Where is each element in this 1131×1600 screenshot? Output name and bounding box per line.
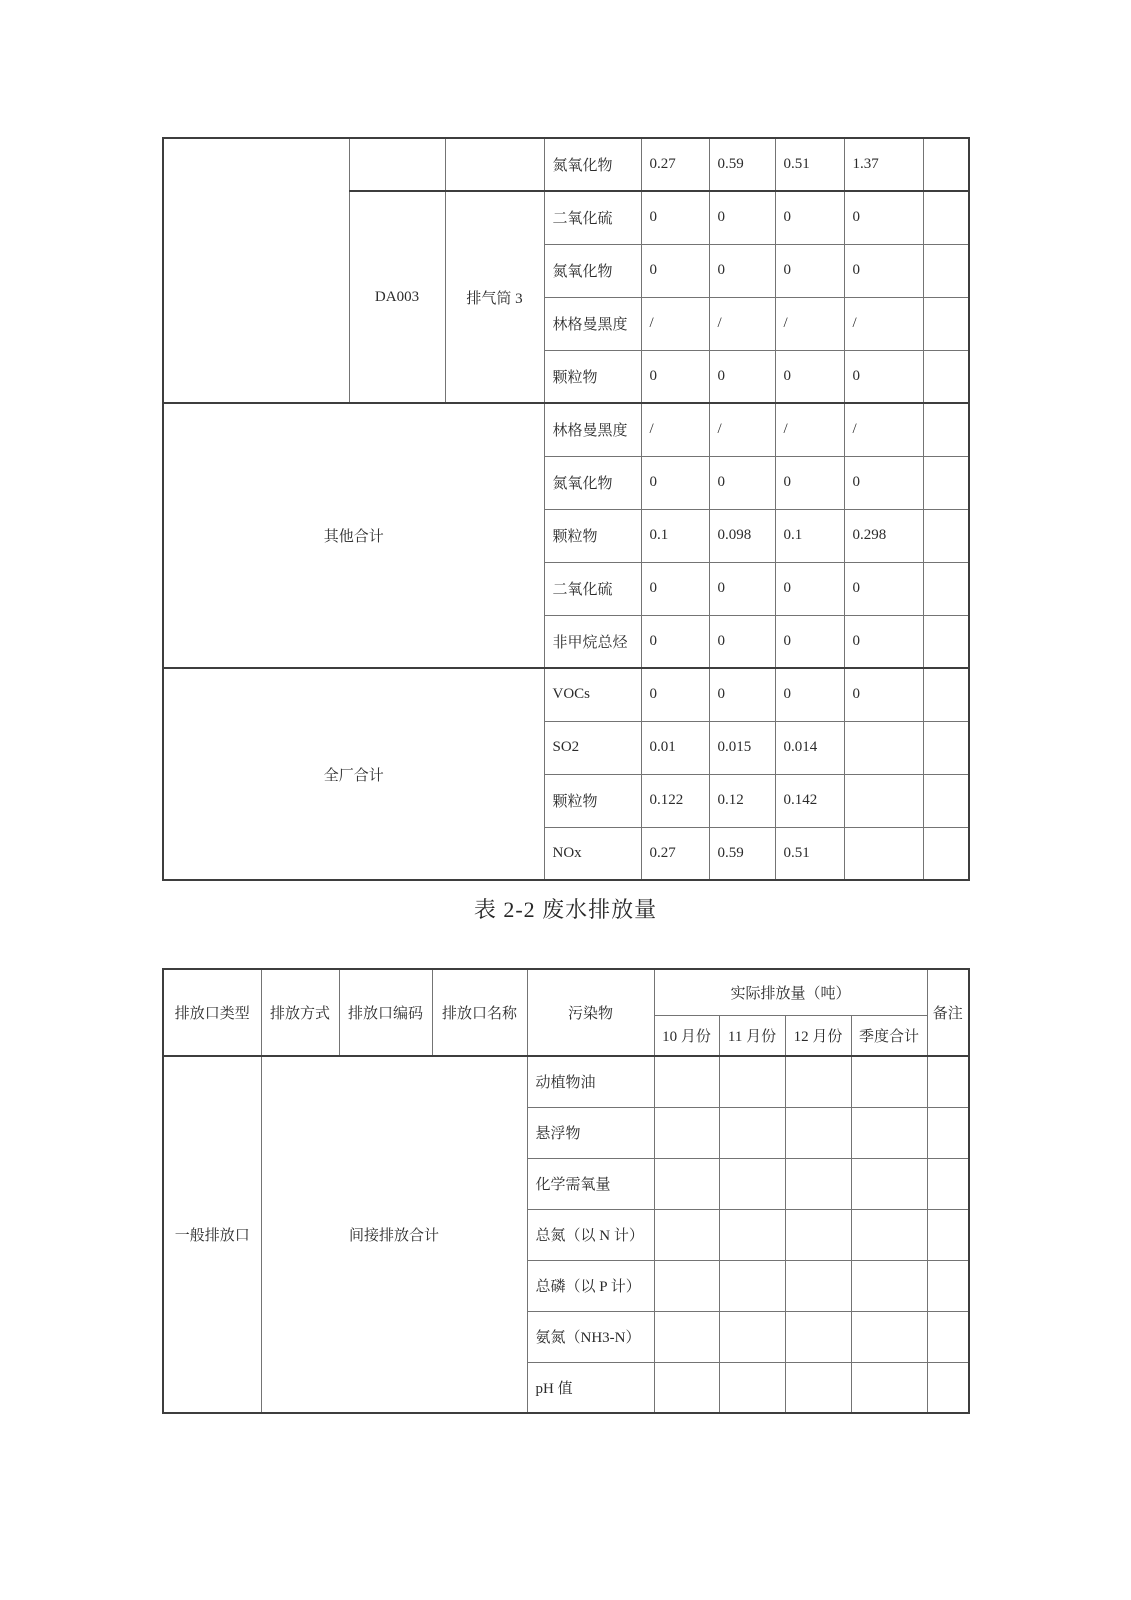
dec-value-cell: 0 xyxy=(775,191,844,244)
pollutant-cell: 林格曼黑度 xyxy=(544,297,641,350)
quarter-value-cell: 1.37 xyxy=(844,138,923,191)
note-cell xyxy=(927,1158,969,1209)
outlet-code-cell xyxy=(349,138,445,191)
dec-value-cell: 0 xyxy=(775,244,844,297)
table-row xyxy=(163,1056,969,1107)
pollutant-cell: VOCs xyxy=(544,668,641,721)
pollutant-cell: 二氧化硫 xyxy=(544,191,641,244)
oct-value-cell xyxy=(654,1158,719,1209)
table-row xyxy=(163,668,969,721)
nov-value-cell: 0 xyxy=(709,244,775,297)
note-cell xyxy=(927,1056,969,1107)
dec-value-cell: 0.51 xyxy=(775,138,844,191)
oct-value-cell: 0 xyxy=(641,668,709,721)
note-cell xyxy=(923,138,969,191)
nov-value-cell: 0 xyxy=(709,350,775,403)
pollutant-cell: 氨氮（NH3-N） xyxy=(527,1311,654,1362)
nov-value-cell: / xyxy=(709,403,775,456)
dec-value-cell xyxy=(785,1260,851,1311)
oct-value-cell xyxy=(654,1056,719,1107)
nov-value-cell: 0.12 xyxy=(709,774,775,827)
dec-value-cell: / xyxy=(775,403,844,456)
dec-value-cell: 0 xyxy=(775,456,844,509)
dec-value-cell: 0 xyxy=(775,350,844,403)
nov-value-cell xyxy=(719,1107,785,1158)
quarter-value-cell: 0 xyxy=(844,244,923,297)
other-total-label-cell: 其他合计 xyxy=(163,403,544,668)
oct-value-cell: 0.1 xyxy=(641,509,709,562)
pollutant-cell: 动植物油 xyxy=(527,1056,654,1107)
nov-value-cell: 0 xyxy=(709,615,775,668)
dec-value-cell xyxy=(785,1362,851,1413)
quarter-value-cell xyxy=(851,1209,927,1260)
dec-value-cell xyxy=(785,1209,851,1260)
dec-value-cell: 0 xyxy=(775,668,844,721)
oct-value-cell: 0 xyxy=(641,562,709,615)
note-cell xyxy=(923,615,969,668)
dec-value-cell: 0.1 xyxy=(775,509,844,562)
pollutant-cell: 总磷（以 P 计） xyxy=(527,1260,654,1311)
note-cell xyxy=(927,1362,969,1413)
nov-value-cell: 0.59 xyxy=(709,138,775,191)
oct-value-cell: 0 xyxy=(641,456,709,509)
oct-value-cell: 0 xyxy=(641,350,709,403)
dec-value-cell: 0 xyxy=(775,562,844,615)
note-cell xyxy=(923,562,969,615)
dec-value-cell xyxy=(785,1311,851,1362)
oct-value-cell: 0.122 xyxy=(641,774,709,827)
pollutant-cell: 氮氧化物 xyxy=(544,456,641,509)
note-cell xyxy=(923,774,969,827)
dec-value-cell: 0 xyxy=(775,615,844,668)
header-nov: 11 月份 xyxy=(719,1015,785,1056)
header-quarter: 季度合计 xyxy=(851,1015,927,1056)
nov-value-cell xyxy=(719,1260,785,1311)
header-discharge-mode: 排放方式 xyxy=(261,969,339,1056)
pollutant-cell: 总氮（以 N 计） xyxy=(527,1209,654,1260)
note-cell xyxy=(923,191,969,244)
pollutant-cell: NOx xyxy=(544,827,641,880)
quarter-value-cell: 0 xyxy=(844,615,923,668)
quarter-value-cell xyxy=(851,1362,927,1413)
quarter-value-cell xyxy=(844,774,923,827)
quarter-value-cell: / xyxy=(844,403,923,456)
quarter-value-cell xyxy=(851,1056,927,1107)
quarter-value-cell xyxy=(851,1311,927,1362)
table-header-row xyxy=(163,969,969,1015)
nov-value-cell: 0 xyxy=(709,456,775,509)
note-cell xyxy=(923,297,969,350)
pollutant-cell: 非甲烷总烃 xyxy=(544,615,641,668)
pollutant-cell: 二氧化硫 xyxy=(544,562,641,615)
note-cell xyxy=(923,403,969,456)
quarter-value-cell: / xyxy=(844,297,923,350)
quarter-value-cell: 0 xyxy=(844,456,923,509)
outlet-name-cell xyxy=(445,138,544,191)
quarter-value-cell: 0 xyxy=(844,191,923,244)
nov-value-cell xyxy=(719,1158,785,1209)
oct-value-cell xyxy=(654,1260,719,1311)
header-note: 备注 xyxy=(927,969,969,1056)
note-cell xyxy=(923,721,969,774)
header-oct: 10 月份 xyxy=(654,1015,719,1056)
oct-value-cell: 0.27 xyxy=(641,827,709,880)
oct-value-cell xyxy=(654,1209,719,1260)
oct-value-cell xyxy=(654,1107,719,1158)
header-actual-amount: 实际排放量（吨） xyxy=(654,969,927,1015)
header-pollutant: 污染物 xyxy=(527,969,654,1056)
note-cell xyxy=(923,668,969,721)
header-outlet-code: 排放口编码 xyxy=(339,969,432,1056)
oct-value-cell xyxy=(654,1311,719,1362)
dec-value-cell: 0.142 xyxy=(775,774,844,827)
pollutant-cell: 氮氧化物 xyxy=(544,138,641,191)
nov-value-cell: 0 xyxy=(709,562,775,615)
quarter-value-cell xyxy=(851,1260,927,1311)
header-outlet-type: 排放口类型 xyxy=(163,969,261,1056)
oct-value-cell: 0.27 xyxy=(641,138,709,191)
nov-value-cell: 0.59 xyxy=(709,827,775,880)
table-row xyxy=(163,138,969,191)
oct-value-cell xyxy=(654,1362,719,1413)
note-cell xyxy=(923,509,969,562)
pollutant-cell: 化学需氧量 xyxy=(527,1158,654,1209)
dec-value-cell xyxy=(785,1107,851,1158)
quarter-value-cell: 0 xyxy=(844,668,923,721)
outlet-type-merged-cell xyxy=(163,138,349,403)
nov-value-cell: 0.015 xyxy=(709,721,775,774)
quarter-value-cell: 0 xyxy=(844,350,923,403)
nov-value-cell xyxy=(719,1209,785,1260)
note-cell xyxy=(927,1311,969,1362)
nov-value-cell: 0 xyxy=(709,668,775,721)
page-title: 表 2-2 废水排放量 xyxy=(473,897,658,922)
nov-value-cell: / xyxy=(709,297,775,350)
air-emission-table xyxy=(162,137,970,881)
pollutant-cell: pH 值 xyxy=(527,1362,654,1413)
quarter-value-cell xyxy=(851,1158,927,1209)
outlet-type-cell: 一般排放口 xyxy=(163,1056,261,1413)
nov-value-cell xyxy=(719,1362,785,1413)
pollutant-cell: 颗粒物 xyxy=(544,350,641,403)
oct-value-cell: / xyxy=(641,297,709,350)
nov-value-cell: 0.098 xyxy=(709,509,775,562)
nov-value-cell xyxy=(719,1056,785,1107)
quarter-value-cell: 0 xyxy=(844,562,923,615)
quarter-value-cell xyxy=(844,721,923,774)
quarter-value-cell: 0.298 xyxy=(844,509,923,562)
note-cell xyxy=(923,350,969,403)
oct-value-cell: 0 xyxy=(641,244,709,297)
pollutant-cell: 颗粒物 xyxy=(544,509,641,562)
note-cell xyxy=(927,1107,969,1158)
outlet-name-cell: 排气筒 3 xyxy=(445,191,544,403)
oct-value-cell: 0.01 xyxy=(641,721,709,774)
note-cell xyxy=(927,1260,969,1311)
dec-value-cell: 0.014 xyxy=(775,721,844,774)
note-cell xyxy=(923,456,969,509)
dec-value-cell: / xyxy=(775,297,844,350)
pollutant-cell: 悬浮物 xyxy=(527,1107,654,1158)
pollutant-cell: SO2 xyxy=(544,721,641,774)
note-cell xyxy=(923,827,969,880)
plant-total-label-cell: 全厂合计 xyxy=(163,668,544,880)
note-cell xyxy=(923,244,969,297)
dec-value-cell xyxy=(785,1056,851,1107)
table-row xyxy=(163,403,969,456)
dec-value-cell xyxy=(785,1158,851,1209)
pollutant-cell: 林格曼黑度 xyxy=(544,403,641,456)
outlet-code-cell: DA003 xyxy=(349,191,445,403)
nov-value-cell: 0 xyxy=(709,191,775,244)
note-cell xyxy=(927,1209,969,1260)
oct-value-cell: 0 xyxy=(641,615,709,668)
quarter-value-cell xyxy=(844,827,923,880)
wastewater-table xyxy=(162,968,970,1414)
group-label-cell: 间接排放合计 xyxy=(261,1056,527,1413)
oct-value-cell: / xyxy=(641,403,709,456)
dec-value-cell: 0.51 xyxy=(775,827,844,880)
pollutant-cell: 颗粒物 xyxy=(544,774,641,827)
header-dec: 12 月份 xyxy=(785,1015,851,1056)
pollutant-cell: 氮氧化物 xyxy=(544,244,641,297)
quarter-value-cell xyxy=(851,1107,927,1158)
oct-value-cell: 0 xyxy=(641,191,709,244)
header-outlet-name: 排放口名称 xyxy=(432,969,527,1056)
nov-value-cell xyxy=(719,1311,785,1362)
